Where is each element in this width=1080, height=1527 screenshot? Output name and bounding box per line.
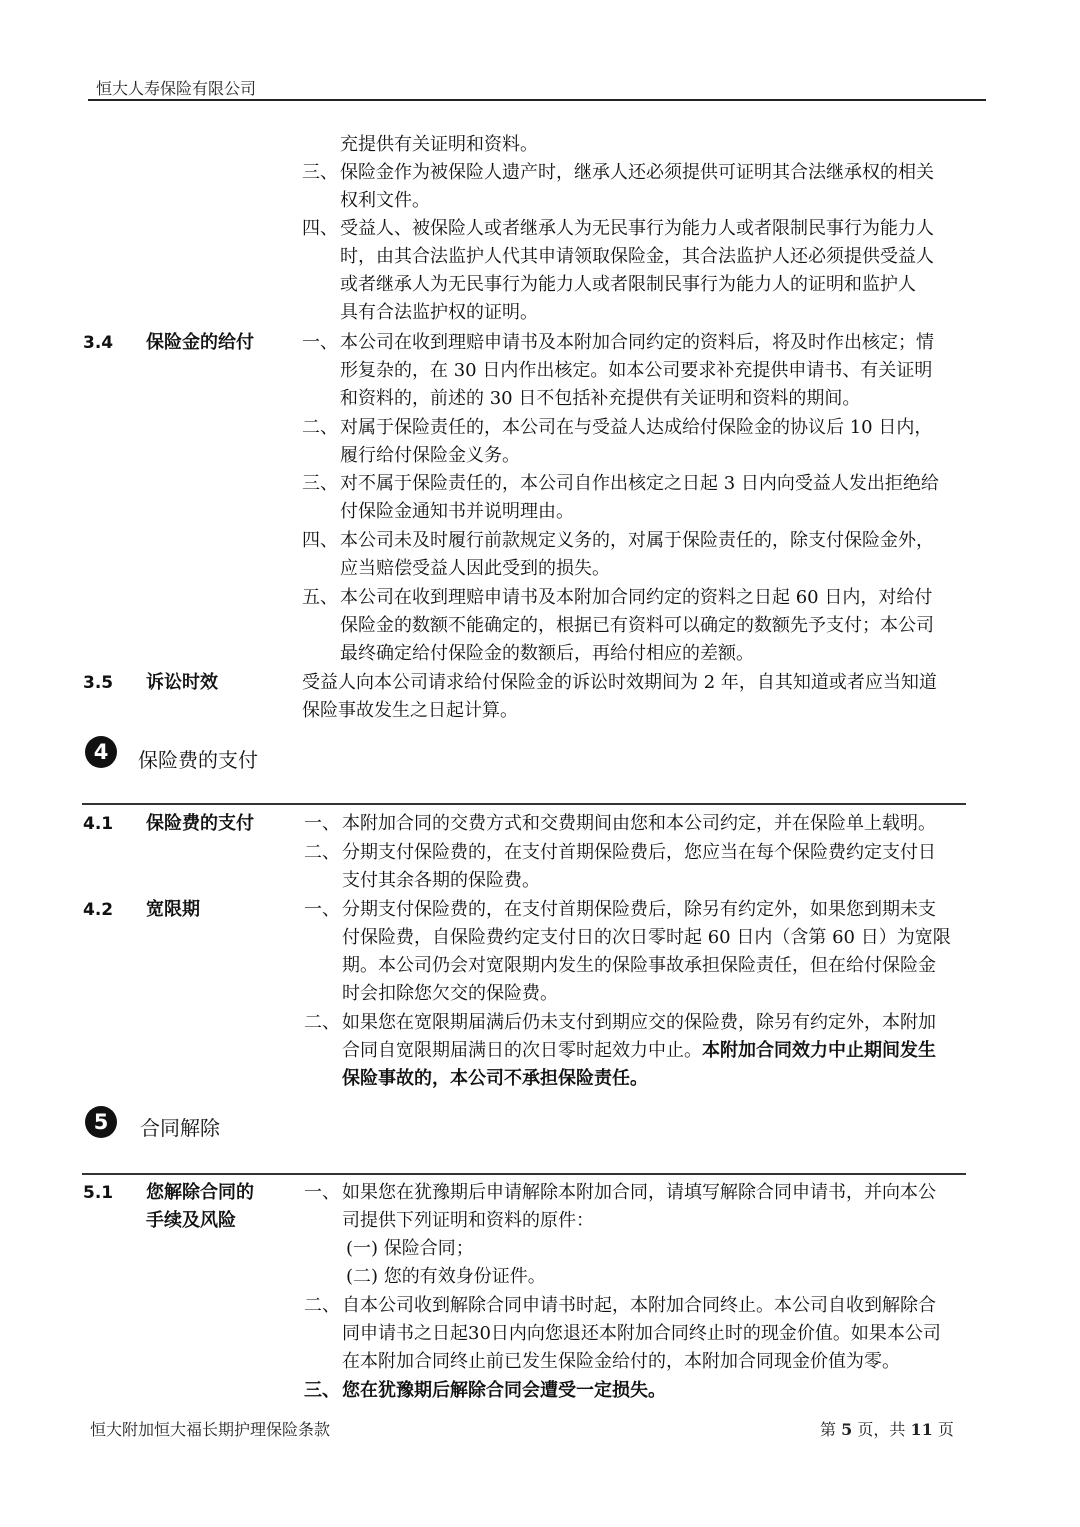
sub-item: (二) 您的有效身份证件。 xyxy=(346,1266,546,1287)
emphasis-line: 您在犹豫期后解除合同会遭受一定损失。 xyxy=(342,1380,666,1401)
item-marker: 三、 xyxy=(302,473,338,494)
paragraph-line: 分期支付保险费的，在支付首期保险费后，除另有约定外，如果您到期未支 xyxy=(342,899,936,920)
paragraph-line: 分期支付保险费的，在支付首期保险费后，您应当在每个保险费约定支付日 xyxy=(342,842,936,863)
clause-number: 4.1 xyxy=(83,814,114,834)
clause-title: 手续及风险 xyxy=(146,1210,236,1231)
paragraph-line: 受益人、被保险人或者继承人为无民事行为能力人或者限制民事行为能力人 xyxy=(340,218,934,239)
item-marker: 四、 xyxy=(302,218,338,239)
item-marker: 三、 xyxy=(304,1380,340,1401)
paragraph-line: 履行给付保险金义务。 xyxy=(340,445,520,466)
paragraph-line: 时会扣除您欠交的保险费。 xyxy=(342,983,558,1004)
clause-title: 保险金的给付 xyxy=(146,332,254,353)
clause-title: 保险费的支付 xyxy=(146,813,254,834)
sub-item: (一) 保险合同； xyxy=(346,1238,474,1259)
footer-doc-title: 恒大附加恒大福长期护理保险条款 xyxy=(90,1420,331,1439)
emphasis-text: 本附加合同效力中止期间发生 xyxy=(702,1040,936,1061)
item-marker: 二、 xyxy=(304,1295,340,1316)
paragraph-line: 保险金的数额不能确定的，根据已有资料可以确定的数额先予支付；本公司 xyxy=(340,615,934,636)
footer-page-number xyxy=(820,1417,954,1440)
emphasis-line: 保险事故的，本公司不承担保险责任。 xyxy=(342,1068,648,1089)
header-company: 恒大人寿保险有限公司 xyxy=(96,79,257,98)
total-pages: 11 xyxy=(910,1420,933,1439)
paragraph-line: 应当赔偿受益人因此受到的损失。 xyxy=(340,558,610,579)
paragraph-line xyxy=(342,1039,936,1063)
item-marker: 五、 xyxy=(302,587,338,608)
paragraph-line: 对不属于保险责任的，本公司自作出核定之日起 3 日内向受益人发出拒绝给 xyxy=(340,473,939,494)
paragraph-line: 本附加合同的交费方式和交费期间由您和本公司约定，并在保险单上载明。 xyxy=(342,813,936,834)
paragraph-text: 合同自宽限期届满日的次日零时起效力中止。 xyxy=(342,1040,702,1061)
clause-number: 5.1 xyxy=(83,1183,114,1203)
paragraph-line: 对属于保险责任的，本公司在与受益人达成给付保险金的协议后 10 日内， xyxy=(340,417,933,438)
section-divider xyxy=(82,1173,966,1175)
clause-title: 诉讼时效 xyxy=(146,672,218,693)
section-divider xyxy=(82,803,966,805)
page-mid: 页，共 xyxy=(857,1420,906,1439)
paragraph-line: 本公司在收到理赔申请书及本附加合同约定的资料后，将及时作出核定；情 xyxy=(340,332,934,353)
clause-number: 3.5 xyxy=(83,673,114,693)
clause-number: 3.4 xyxy=(83,333,114,353)
item-marker: 一、 xyxy=(302,332,338,353)
item-marker: 二、 xyxy=(304,1012,340,1033)
clause-title: 宽限期 xyxy=(146,899,200,920)
item-marker: 三、 xyxy=(302,162,338,183)
paragraph-line: 本公司未及时履行前款规定义务的，对属于保险责任的，除支付保险金外， xyxy=(340,530,934,551)
paragraph-line: 和资料的，前述的 30 日不包括补充提供有关证明和资料的期间。 xyxy=(340,388,861,409)
paragraph-line: 付保险金通知书并说明理由。 xyxy=(340,501,574,522)
item-marker: 一、 xyxy=(304,899,340,920)
page-prefix: 第 xyxy=(820,1420,837,1439)
clause-number: 4.2 xyxy=(83,900,114,920)
header-divider xyxy=(88,99,986,101)
item-marker: 二、 xyxy=(304,842,340,863)
paragraph-line: 同申请书之日起30日内向您退还本附加合同终止时的现金价值。如果本公司 xyxy=(342,1323,941,1344)
paragraph-line: 如果您在犹豫期后申请解除本附加合同，请填写解除合同申请书，并向本公 xyxy=(342,1182,936,1203)
paragraph-line: 受益人向本公司请求给付保险金的诉讼时效期间为 2 年，自其知道或者应当知道 xyxy=(302,672,937,693)
paragraph-line: 时，由其合法监护人代其申请领取保险金，其合法监护人还必须提供受益人 xyxy=(340,246,934,267)
section-number-badge: 4 xyxy=(85,736,117,768)
paragraph-line: 自本公司收到解除合同申请书时起，本附加合同终止。本公司自收到解除合 xyxy=(342,1295,936,1316)
paragraph-line: 期。本公司仍会对宽限期内发生的保险事故承担保险责任，但在给付保险金 xyxy=(342,955,936,976)
item-marker: 一、 xyxy=(304,813,340,834)
paragraph-line: 司提供下列证明和资料的原件： xyxy=(342,1210,594,1231)
paragraph-line: 保险金作为被保险人遗产时，继承人还必须提供可证明其合法继承权的相关 xyxy=(340,162,934,183)
paragraph-line: 保险事故发生之日起计算。 xyxy=(302,700,518,721)
section-number-badge: 5 xyxy=(85,1106,117,1138)
paragraph-line: 或者继承人为无民事行为能力人或者限制民事行为能力人的证明和监护人 xyxy=(340,274,916,295)
paragraph-line: 付保险费，自保险费约定支付日的次日零时起 60 日内（含第 60 日）为宽限 xyxy=(342,927,951,948)
section-title: 合同解除 xyxy=(140,1116,220,1140)
continuation-line: 充提供有关证明和资料。 xyxy=(340,134,538,155)
page-suffix: 页 xyxy=(937,1420,954,1439)
paragraph-line: 支付其余各期的保险费。 xyxy=(342,870,540,891)
clause-title: 您解除合同的 xyxy=(146,1182,254,1203)
paragraph-line: 最终确定给付保险金的数额后，再给付相应的差额。 xyxy=(340,643,754,664)
section-title: 保险费的支付 xyxy=(138,748,258,772)
paragraph-line: 具有合法监护权的证明。 xyxy=(340,302,538,323)
item-marker: 一、 xyxy=(304,1182,340,1203)
paragraph-line: 本公司在收到理赔申请书及本附加合同约定的资料之日起 60 日内，对给付 xyxy=(340,587,933,608)
paragraph-line: 在本附加合同终止前已发生保险金给付的，本附加合同现金价值为零。 xyxy=(342,1351,900,1372)
item-marker: 二、 xyxy=(302,417,338,438)
current-page: 5 xyxy=(841,1420,853,1439)
paragraph-line: 如果您在宽限期届满后仍未支付到期应交的保险费，除另有约定外，本附加 xyxy=(342,1012,936,1033)
paragraph-line: 权利文件。 xyxy=(340,190,430,211)
paragraph-line: 形复杂的，在 30 日内作出核定。如本公司要求补充提供申请书、有关证明 xyxy=(340,360,933,381)
item-marker: 四、 xyxy=(302,530,338,551)
